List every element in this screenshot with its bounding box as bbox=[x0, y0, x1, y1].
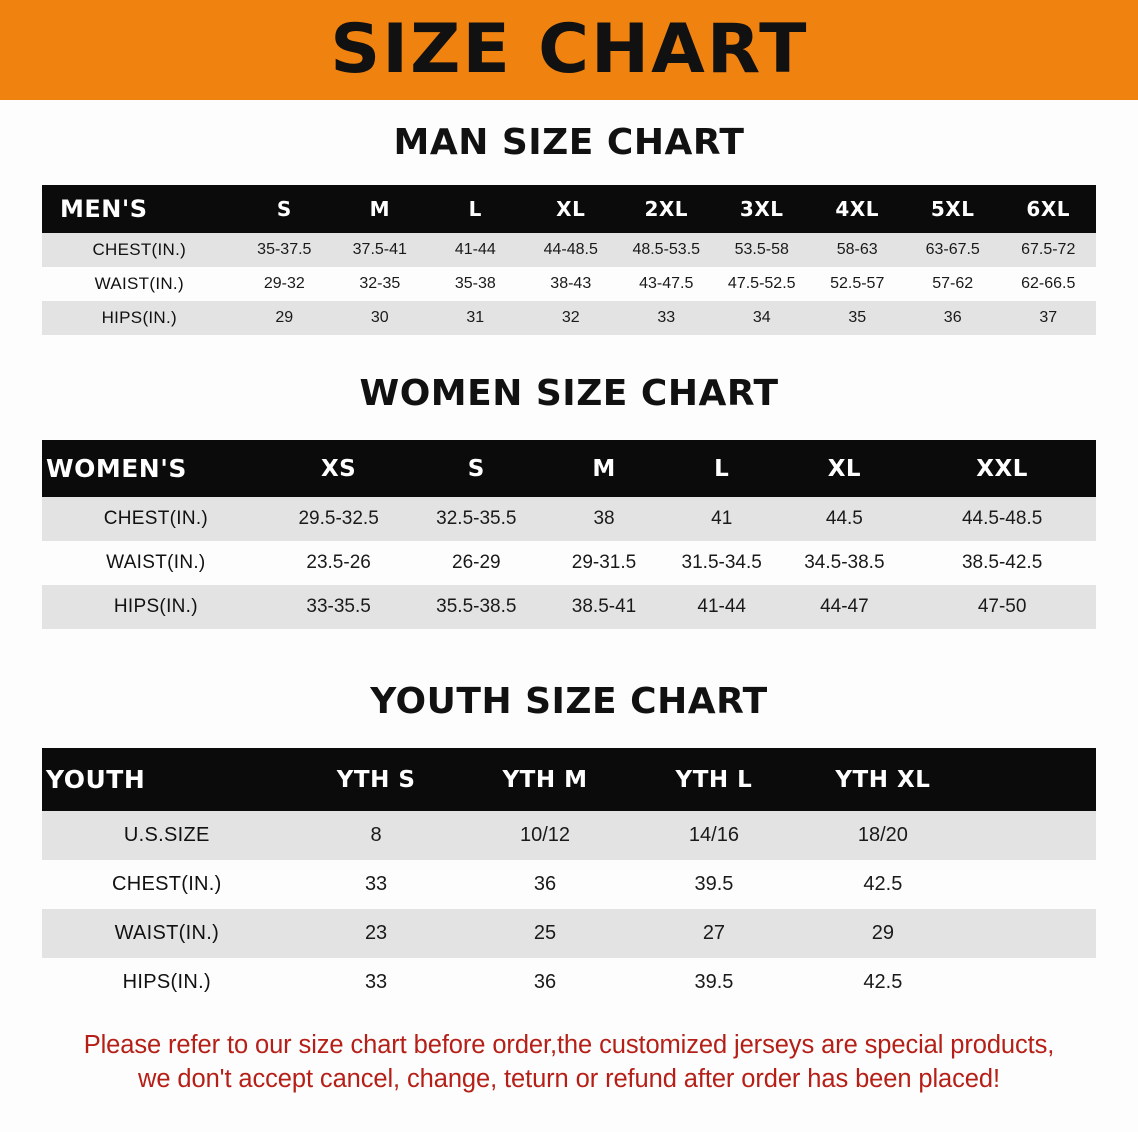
man-size-table bbox=[42, 185, 1096, 335]
man-row-0-cell-1: 37.5-41 bbox=[332, 233, 427, 267]
man-header-cell-9: 6XL bbox=[1000, 185, 1096, 233]
youth-header-cell-0: YOUTH bbox=[42, 748, 292, 811]
youth-row-3-cell-0: 33 bbox=[292, 958, 461, 1007]
man-header-cell-5: 2XL bbox=[619, 185, 714, 233]
man-row-2-cell-5: 34 bbox=[714, 301, 809, 335]
women-row-0-cell-5: 44.5-48.5 bbox=[908, 497, 1096, 541]
youth-row-0-cell-spacer bbox=[967, 811, 1096, 860]
table-row bbox=[42, 233, 1096, 267]
man-row-1-cell-6: 52.5-57 bbox=[809, 267, 904, 301]
man-row-0-cell-0: 35-37.5 bbox=[237, 233, 332, 267]
page-title: SIZE CHART bbox=[329, 10, 809, 89]
women-row-0-cell-4: 44.5 bbox=[781, 497, 909, 541]
man-header-cell-3: L bbox=[428, 185, 523, 233]
man-row-1-cell-8: 62-66.5 bbox=[1000, 267, 1096, 301]
man-row-1-cell-4: 43-47.5 bbox=[619, 267, 714, 301]
man-row-2-label: HIPS(IN.) bbox=[42, 301, 237, 335]
man-row-2-cell-2: 31 bbox=[428, 301, 523, 335]
women-row-0-label: CHEST(IN.) bbox=[42, 497, 270, 541]
women-row-1-cell-1: 26-29 bbox=[407, 541, 545, 585]
man-row-2-cell-6: 35 bbox=[809, 301, 904, 335]
women-header-cell-3: M bbox=[545, 440, 663, 497]
man-row-0-cell-4: 48.5-53.5 bbox=[619, 233, 714, 267]
youth-row-3-label: HIPS(IN.) bbox=[42, 958, 292, 1007]
youth-row-0-cell-1: 10/12 bbox=[461, 811, 630, 860]
man-table-body bbox=[42, 233, 1096, 335]
youth-row-1-cell-1: 36 bbox=[461, 860, 630, 909]
women-table-wrapper bbox=[42, 440, 1096, 629]
man-row-1-cell-0: 29-32 bbox=[237, 267, 332, 301]
youth-row-2-cell-0: 23 bbox=[292, 909, 461, 958]
table-row bbox=[42, 585, 1096, 629]
man-row-1-cell-5: 47.5-52.5 bbox=[714, 267, 809, 301]
women-table-body bbox=[42, 497, 1096, 629]
man-row-1-label: WAIST(IN.) bbox=[42, 267, 237, 301]
man-header-cell-8: 5XL bbox=[905, 185, 1000, 233]
man-row-0-cell-8: 67.5-72 bbox=[1000, 233, 1096, 267]
table-row bbox=[42, 301, 1096, 335]
man-header-cell-4: XL bbox=[523, 185, 618, 233]
table-row bbox=[42, 909, 1096, 958]
man-row-1-cell-3: 38-43 bbox=[523, 267, 618, 301]
youth-row-0-label: U.S.SIZE bbox=[42, 811, 292, 860]
youth-row-3-cell-spacer bbox=[967, 958, 1096, 1007]
man-row-1-cell-2: 35-38 bbox=[428, 267, 523, 301]
women-header-cell-5: XL bbox=[781, 440, 909, 497]
youth-row-2-cell-spacer bbox=[967, 909, 1096, 958]
women-header-cell-0: WOMEN'S bbox=[42, 440, 270, 497]
man-row-2-cell-0: 29 bbox=[237, 301, 332, 335]
youth-row-2-cell-1: 25 bbox=[461, 909, 630, 958]
youth-row-3-cell-1: 36 bbox=[461, 958, 630, 1007]
youth-header-cell-1: YTH S bbox=[292, 748, 461, 811]
women-row-2-cell-0: 33-35.5 bbox=[270, 585, 408, 629]
women-header-cell-4: L bbox=[663, 440, 781, 497]
youth-row-0-cell-0: 8 bbox=[292, 811, 461, 860]
man-row-0-cell-5: 53.5-58 bbox=[714, 233, 809, 267]
women-size-table bbox=[42, 440, 1096, 629]
man-row-1-cell-1: 32-35 bbox=[332, 267, 427, 301]
disclaimer-note bbox=[38, 1029, 1100, 1096]
youth-row-0-cell-2: 14/16 bbox=[629, 811, 798, 860]
man-row-0-cell-7: 63-67.5 bbox=[905, 233, 1000, 267]
table-header-row bbox=[42, 748, 1096, 811]
page-banner bbox=[0, 0, 1138, 100]
table-row bbox=[42, 497, 1096, 541]
man-row-0-cell-6: 58-63 bbox=[809, 233, 904, 267]
man-header-cell-6: 3XL bbox=[714, 185, 809, 233]
youth-size-table bbox=[42, 748, 1096, 1007]
table-row bbox=[42, 811, 1096, 860]
women-header-cell-1: XS bbox=[270, 440, 408, 497]
youth-header-cell-3: YTH L bbox=[629, 748, 798, 811]
man-row-2-cell-4: 33 bbox=[619, 301, 714, 335]
youth-header-cell-2: YTH M bbox=[461, 748, 630, 811]
women-row-2-cell-5: 47-50 bbox=[908, 585, 1096, 629]
disclaimer-line-1: Please refer to our size chart before order,the customized jerseys are special products, bbox=[83, 1031, 1055, 1059]
youth-row-2-cell-3: 29 bbox=[798, 909, 967, 958]
man-header-cell-1: S bbox=[237, 185, 332, 233]
women-row-0-cell-1: 32.5-35.5 bbox=[407, 497, 545, 541]
man-table-wrapper bbox=[42, 185, 1096, 335]
youth-row-1-cell-0: 33 bbox=[292, 860, 461, 909]
youth-header-cell-4: YTH XL bbox=[798, 748, 967, 811]
man-row-0-label: CHEST(IN.) bbox=[42, 233, 237, 267]
disclaimer-line-2: we don't accept cancel, change, teturn or refund after order has been placed! bbox=[138, 1064, 1000, 1093]
women-row-1-cell-5: 38.5-42.5 bbox=[908, 541, 1096, 585]
youth-row-3-cell-2: 39.5 bbox=[629, 958, 798, 1007]
women-table-head bbox=[42, 440, 1096, 497]
youth-row-1-cell-spacer bbox=[967, 860, 1096, 909]
man-row-2-cell-3: 32 bbox=[523, 301, 618, 335]
man-row-2-cell-8: 37 bbox=[1000, 301, 1096, 335]
table-header-row bbox=[42, 440, 1096, 497]
women-row-0-cell-2: 38 bbox=[545, 497, 663, 541]
youth-row-2-label: WAIST(IN.) bbox=[42, 909, 292, 958]
man-section-heading: MAN SIZE CHART bbox=[393, 122, 745, 163]
man-header-cell-7: 4XL bbox=[809, 185, 904, 233]
women-row-1-label: WAIST(IN.) bbox=[42, 541, 270, 585]
man-table-head bbox=[42, 185, 1096, 233]
youth-section-heading: YOUTH SIZE CHART bbox=[370, 681, 768, 722]
table-row bbox=[42, 860, 1096, 909]
man-row-0-cell-3: 44-48.5 bbox=[523, 233, 618, 267]
women-row-2-cell-4: 44-47 bbox=[781, 585, 909, 629]
youth-header-cell-spacer bbox=[967, 748, 1096, 811]
women-row-0-cell-0: 29.5-32.5 bbox=[270, 497, 408, 541]
women-row-1-cell-2: 29-31.5 bbox=[545, 541, 663, 585]
women-row-1-cell-0: 23.5-26 bbox=[270, 541, 408, 585]
table-row bbox=[42, 958, 1096, 1007]
man-row-2-cell-1: 30 bbox=[332, 301, 427, 335]
youth-row-1-cell-3: 42.5 bbox=[798, 860, 967, 909]
women-row-1-cell-4: 34.5-38.5 bbox=[781, 541, 909, 585]
women-section-heading: WOMEN SIZE CHART bbox=[359, 373, 779, 414]
youth-table-body bbox=[42, 811, 1096, 1007]
women-row-2-cell-3: 41-44 bbox=[663, 585, 781, 629]
women-row-1-cell-3: 31.5-34.5 bbox=[663, 541, 781, 585]
youth-row-0-cell-3: 18/20 bbox=[798, 811, 967, 860]
man-row-2-cell-7: 36 bbox=[905, 301, 1000, 335]
man-row-0-cell-2: 41-44 bbox=[428, 233, 523, 267]
youth-table-head bbox=[42, 748, 1096, 811]
youth-table-wrapper bbox=[42, 748, 1096, 1007]
youth-row-1-label: CHEST(IN.) bbox=[42, 860, 292, 909]
women-row-2-label: HIPS(IN.) bbox=[42, 585, 270, 629]
youth-row-2-cell-2: 27 bbox=[629, 909, 798, 958]
youth-row-1-cell-2: 39.5 bbox=[629, 860, 798, 909]
table-row bbox=[42, 541, 1096, 585]
women-row-2-cell-1: 35.5-38.5 bbox=[407, 585, 545, 629]
man-row-1-cell-7: 57-62 bbox=[905, 267, 1000, 301]
table-row bbox=[42, 267, 1096, 301]
youth-row-3-cell-3: 42.5 bbox=[798, 958, 967, 1007]
women-header-cell-6: XXL bbox=[908, 440, 1096, 497]
table-header-row bbox=[42, 185, 1096, 233]
man-header-cell-0: MEN'S bbox=[42, 185, 237, 233]
man-header-cell-2: M bbox=[332, 185, 427, 233]
women-header-cell-2: S bbox=[407, 440, 545, 497]
women-row-2-cell-2: 38.5-41 bbox=[545, 585, 663, 629]
women-row-0-cell-3: 41 bbox=[663, 497, 781, 541]
